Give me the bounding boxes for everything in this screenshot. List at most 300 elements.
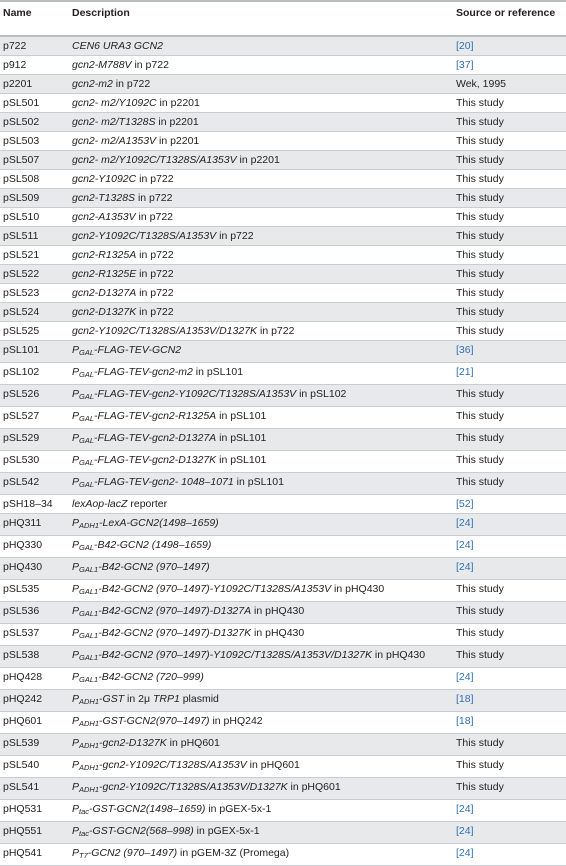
plasmid-name: pSL503 [0,132,68,151]
description-text: plasmid [179,693,219,705]
plasmid-name: pSL540 [0,756,68,778]
table-row [0,227,566,246]
table-row [0,322,566,341]
description-italic: P [72,715,80,727]
plasmid-description [68,227,452,246]
plasmid-description [68,303,452,322]
source-reference [452,668,566,690]
description-italic: P [72,847,80,859]
table-row [0,473,566,495]
description-italic: gcn2-Y1092C/T1328S/A1353V [72,230,217,242]
promoter-subscript: GAL [79,458,95,467]
description-italic: P [72,671,80,683]
source-reference: This study [452,246,566,265]
source-reference [452,363,566,385]
description-italic: P [72,454,80,466]
promoter-subscript: GAL1 [79,653,99,662]
plasmid-description [68,385,452,407]
plasmid-name: pSL541 [0,778,68,800]
plasmid-name: pSL102 [0,363,68,385]
description-italic: P [72,649,80,661]
plasmid-name: p912 [0,56,68,75]
source-reference [452,341,566,363]
source-reference: This study [452,385,566,407]
plasmid-description [68,151,452,170]
description-text: in p722 [135,192,173,204]
table-body [0,36,566,866]
plasmid-description [68,558,452,580]
description-italic: -B42-GCN2 (720–999) [98,671,204,683]
description-italic: gcn2-m2 [72,78,113,90]
table-row [0,407,566,429]
plasmid-description [68,113,452,132]
plasmid-name: pSL501 [0,94,68,113]
description-italic: gcn2-M788V [72,59,132,71]
promoter-subscript: T7 [79,851,88,860]
description-italic: P [72,517,80,529]
description-italic: gcn2- m2/T1328S [72,116,156,128]
description-italic: P [72,781,80,793]
description-text: in pSL101 [233,476,284,488]
plasmid-name: pHQ601 [0,712,68,734]
description-text: in p722 [136,287,174,299]
table-row [0,151,566,170]
source-reference: This study [452,473,566,495]
description-italic: -FLAG-TEV-gcn2-D1327A [94,432,217,444]
source-reference: This study [452,778,566,800]
source-reference: This study [452,265,566,284]
description-italic: gcn2- m2/Y1092C [72,97,157,109]
table-row [0,690,566,712]
plasmid-description [68,690,452,712]
promoter-subscript: GAL [79,348,95,357]
description-text: in p722 [216,230,254,242]
table-row [0,36,566,56]
description-text: in pHQ601 [166,737,220,749]
header-source: Source or reference [456,7,556,19]
plasmid-description [68,602,452,624]
plasmid-name: pHQ551 [0,822,68,844]
description-text: in p722 [136,306,174,318]
promoter-subscript: GAL [79,543,95,552]
table-row [0,580,566,602]
promoter-subscript: GAL [79,436,95,445]
description-italic: -GST-GCN2(970–1497) [99,715,210,727]
description-text: in p722 [135,211,174,223]
description-italic: -B42-GCN2 (970–1497)-Y1092C/T1328S/A1353V/D1327K [98,649,372,661]
source-reference [452,36,566,56]
description-italic: -gcn2-Y1092C/T1328S/A1353V/D1327K [99,781,288,793]
table-row [0,170,566,189]
plasmid-name: pSL527 [0,407,68,429]
source-reference: This study [452,429,566,451]
plasmid-description [68,778,452,800]
source-reference: This study [452,170,566,189]
description-italic: P [72,410,80,422]
description-text: in pHQ601 [287,781,341,793]
description-text: in pHQ430 [371,649,426,661]
plasmid-description [68,514,452,536]
plasmid-description [68,36,452,56]
description-italic: gcn2-T1328S [72,192,136,204]
reference-link[interactable]: [24] [456,803,474,815]
plasmid-description [68,189,452,208]
reference-link[interactable]: [24] [456,561,474,573]
table-row [0,778,566,800]
description-italic: gcn2-Y1092C/T1328S/A1353V/D1327K [72,325,258,337]
promoter-subscript: ADH1 [79,741,100,750]
description-italic: -FLAG-TEV-gcn2-R1325A [94,410,217,422]
promoter-subscript: tac [79,829,90,838]
plasmid-description [68,844,452,866]
description-italic: -LexA-GCN2(1498–1659) [99,517,219,529]
table-row [0,756,566,778]
description-text: in p722 [131,59,169,71]
description-text: in pHQ242 [209,715,263,727]
source-reference: This study [452,132,566,151]
plasmid-name: pSL523 [0,284,68,303]
source-reference: This study [452,580,566,602]
table-row [0,94,566,113]
promoter-subscript: GAL1 [79,587,99,596]
description-text: in pSL102 [296,388,347,400]
source-reference [452,536,566,558]
plasmid-name: pSL502 [0,113,68,132]
source-reference: This study [452,113,566,132]
plasmid-description [68,132,452,151]
table-row [0,822,566,844]
table-row [0,189,566,208]
source-reference [452,822,566,844]
table-row [0,536,566,558]
plasmid-name: pSL521 [0,246,68,265]
description-text: in p2201 [156,97,200,109]
plasmid-description [68,284,452,303]
table-row [0,303,566,322]
plasmid-name: pSL535 [0,580,68,602]
promoter-subscript: GAL [79,392,95,401]
plasmid-name: pSL507 [0,151,68,170]
plasmid-description [68,800,452,822]
description-text: in p722 [136,249,174,261]
plasmid-description [68,536,452,558]
table-row [0,668,566,690]
promoter-subscript: ADH1 [79,763,100,772]
table-row [0,341,566,363]
description-italic: P [72,432,80,444]
source-reference: This study [452,208,566,227]
description-italic: -B42-GCN2 (970–1497)-D1327A [98,605,252,617]
source-reference [452,800,566,822]
plasmid-name: pSL511 [0,227,68,246]
description-text: in p722 [257,325,295,337]
description-italic: CEN6 URA3 GCN2 [72,40,164,52]
plasmid-name: pSL529 [0,429,68,451]
source-reference [452,712,566,734]
table-row [0,844,566,866]
plasmid-name: p2201 [0,75,68,94]
table-row [0,712,566,734]
reference-link[interactable]: [21] [456,366,474,378]
description-italic: P [72,605,80,617]
table-row [0,602,566,624]
source-reference: This study [452,624,566,646]
plasmid-description [68,322,452,341]
plasmid-name: pSL539 [0,734,68,756]
plasmid-description [68,363,452,385]
table-header-row [0,1,566,36]
plasmid-description [68,734,452,756]
reference-link[interactable]: [18] [456,715,474,727]
table-row [0,132,566,151]
plasmid-name: pSL526 [0,385,68,407]
description-italic: P [72,476,80,488]
source-reference: This study [452,451,566,473]
plasmid-name: pSL510 [0,208,68,227]
table-row [0,429,566,451]
plasmid-name: pSL101 [0,341,68,363]
reference-link[interactable]: [52] [456,498,474,510]
description-italic: -B42-GCN2 (970–1497) [98,561,210,573]
plasmid-name: pHQ242 [0,690,68,712]
plasmid-name: pSL537 [0,624,68,646]
plasmid-description [68,407,452,429]
source-reference [452,690,566,712]
description-text: in pSL101 [216,454,267,466]
source-reference: This study [452,189,566,208]
reference-link[interactable]: [37] [456,59,474,71]
description-italic: P [72,825,80,837]
description-italic: P [72,583,80,595]
plasmid-description [68,495,452,514]
table-row [0,56,566,75]
plasmid-description [68,94,452,113]
plasmid-description [68,756,452,778]
plasmid-description [68,56,452,75]
promoter-subscript: GAL1 [79,565,99,574]
description-italic: -GST-GCN2(1498–1659) [89,803,206,815]
description-text: in pSL101 [216,432,267,444]
source-reference [452,56,566,75]
reference-link[interactable]: [24] [456,539,474,551]
source-reference [452,558,566,580]
table-row [0,385,566,407]
plasmid-name: pSL525 [0,322,68,341]
table-row [0,624,566,646]
plasmid-description [68,668,452,690]
plasmid-description [68,246,452,265]
table-row [0,208,566,227]
plasmid-description [68,429,452,451]
source-reference: This study [452,734,566,756]
description-italic: -GST-GCN2(568–998) [89,825,194,837]
table-row [0,646,566,668]
description-italic: -FLAG-TEV-gcn2- 1048–1071 [94,476,234,488]
promoter-subscript: GAL1 [79,675,99,684]
plasmid-description [68,580,452,602]
table-row [0,113,566,132]
description-italic: P [72,693,80,705]
description-text: reporter [127,498,168,510]
reference-link[interactable]: [18] [456,693,474,705]
description-text: in pGEM-3Z (Promega) [177,847,290,859]
source-reference [452,844,566,866]
description-italic: -FLAG-TEV-gcn2-D1327K [94,454,217,466]
description-italic: P [72,539,80,551]
description-italic: gcn2-R1325A [72,249,137,261]
plasmid-description [68,473,452,495]
description-italic: P [72,627,80,639]
description-italic: -gcn2-Y1092C/T1328S/A1353V [99,759,247,771]
description-text: in pHQ430 [251,627,305,639]
reference-link[interactable]: [24] [456,825,474,837]
table-row [0,246,566,265]
description-italic: TRP1 [152,693,180,705]
plasmid-description [68,341,452,363]
description-italic: gcn2-Y1092C [72,173,137,185]
reference-link[interactable]: [24] [456,847,474,859]
plasmid-name: pSL538 [0,646,68,668]
plasmid-name: pSL522 [0,265,68,284]
source-reference [452,495,566,514]
promoter-subscript: ADH1 [79,697,100,706]
promoter-subscript: GAL1 [79,631,99,640]
table-row [0,451,566,473]
description-italic: -FLAG-TEV-GCN2 [94,344,182,356]
table-row [0,558,566,580]
plasmid-name: pHQ430 [0,558,68,580]
description-text: in p2201 [155,116,199,128]
description-text: in pHQ430 [251,605,305,617]
description-italic: -B42-GCN2 (1498–1659) [94,539,212,551]
plasmid-description [68,265,452,284]
plasmid-description [68,822,452,844]
description-italic: gcn2-R1325E [72,268,137,280]
description-italic: -B42-GCN2 (970–1497)-Y1092C/T1328S/A1353V [98,583,332,595]
description-text: in pGEX-5x-1 [205,803,272,815]
description-italic: -GST [99,693,125,705]
description-italic: P [72,561,80,573]
description-italic: gcn2- m2/Y1092C/T1328S/A1353V [72,154,237,166]
source-reference: This study [452,303,566,322]
reference-link[interactable]: [20] [456,40,474,52]
source-reference: This study [452,322,566,341]
plasmid-description [68,208,452,227]
description-text: in pGEX-5x-1 [193,825,260,837]
plasmid-name: pSL536 [0,602,68,624]
plasmid-name: pSL542 [0,473,68,495]
reference-link[interactable]: [24] [456,671,474,683]
plasmid-name: pHQ541 [0,844,68,866]
description-italic: P [72,803,80,815]
table-row [0,284,566,303]
description-italic: gcn2-D1327K [72,306,137,318]
source-reference: This study [452,407,566,429]
plasmid-name: pHQ428 [0,668,68,690]
plasmid-name: pSL508 [0,170,68,189]
promoter-subscript: GAL [79,480,95,489]
description-text: in 2μ [124,693,153,705]
source-reference: This study [452,227,566,246]
description-text: in pHQ430 [331,583,385,595]
description-italic: -FLAG-TEV-gcn2-m2 [94,366,193,378]
plasmid-name: pHQ531 [0,800,68,822]
table-row [0,514,566,536]
description-italic: P [72,759,80,771]
plasmid-description [68,451,452,473]
source-reference: This study [452,284,566,303]
source-reference: This study [452,602,566,624]
description-italic: P [72,366,80,378]
source-reference: This study [452,756,566,778]
description-italic: P [72,737,80,749]
promoter-subscript: ADH1 [79,785,100,794]
description-italic: lexAop-lacZ [72,498,128,510]
promoter-subscript: GAL [79,414,95,423]
source-reference: This study [452,94,566,113]
plasmid-name: pSL509 [0,189,68,208]
source-reference: This study [452,151,566,170]
header-name: Name [3,7,32,19]
table-row [0,495,566,514]
plasmid-name: pSL530 [0,451,68,473]
promoter-subscript: GAL1 [79,609,99,618]
plasmid-description [68,624,452,646]
plasmid-description [68,75,452,94]
plasmid-name: pHQ311 [0,514,68,536]
promoter-subscript: tac [79,807,90,816]
description-text: in p722 [136,268,174,280]
reference-link[interactable]: [36] [456,344,474,356]
reference-link[interactable]: [24] [456,517,474,529]
description-italic: -GCN2 (970–1497) [87,847,178,859]
promoter-subscript: ADH1 [79,719,100,728]
promoter-subscript: ADH1 [79,521,100,530]
description-italic: gcn2- m2/A1353V [72,135,157,147]
plasmid-name: pSH18–34 [0,495,68,514]
description-text: in p2201 [236,154,280,166]
source-reference: This study [452,646,566,668]
description-text: in p2201 [156,135,200,147]
description-text: in p722 [112,78,151,90]
description-italic: P [72,344,80,356]
description-text: in p722 [136,173,174,185]
description-italic: gcn2-D1327A [72,287,137,299]
plasmid-description [68,712,452,734]
description-text: in pSL101 [192,366,244,378]
description-italic: -FLAG-TEV-gcn2-Y1092C/T1328S/A1353V [94,388,297,400]
plasmid-name: pHQ330 [0,536,68,558]
promoter-subscript: GAL [79,370,95,379]
plasmid-description [68,646,452,668]
plasmid-name: pSL524 [0,303,68,322]
description-text: in pSL101 [216,410,267,422]
plasmid-name: p722 [0,36,68,56]
source-reference: Wek, 1995 [452,75,566,94]
description-italic: gcn2-A1353V [72,211,136,223]
description-italic: -B42-GCN2 (970–1497)-D1327K [98,627,252,639]
plasmid-description [68,170,452,189]
table-row [0,800,566,822]
description-italic: P [72,388,80,400]
header-description: Description [72,7,130,19]
source-reference [452,514,566,536]
table-row [0,363,566,385]
table-row [0,734,566,756]
description-text: in pHQ601 [246,759,300,771]
table-row [0,75,566,94]
table-row [0,265,566,284]
